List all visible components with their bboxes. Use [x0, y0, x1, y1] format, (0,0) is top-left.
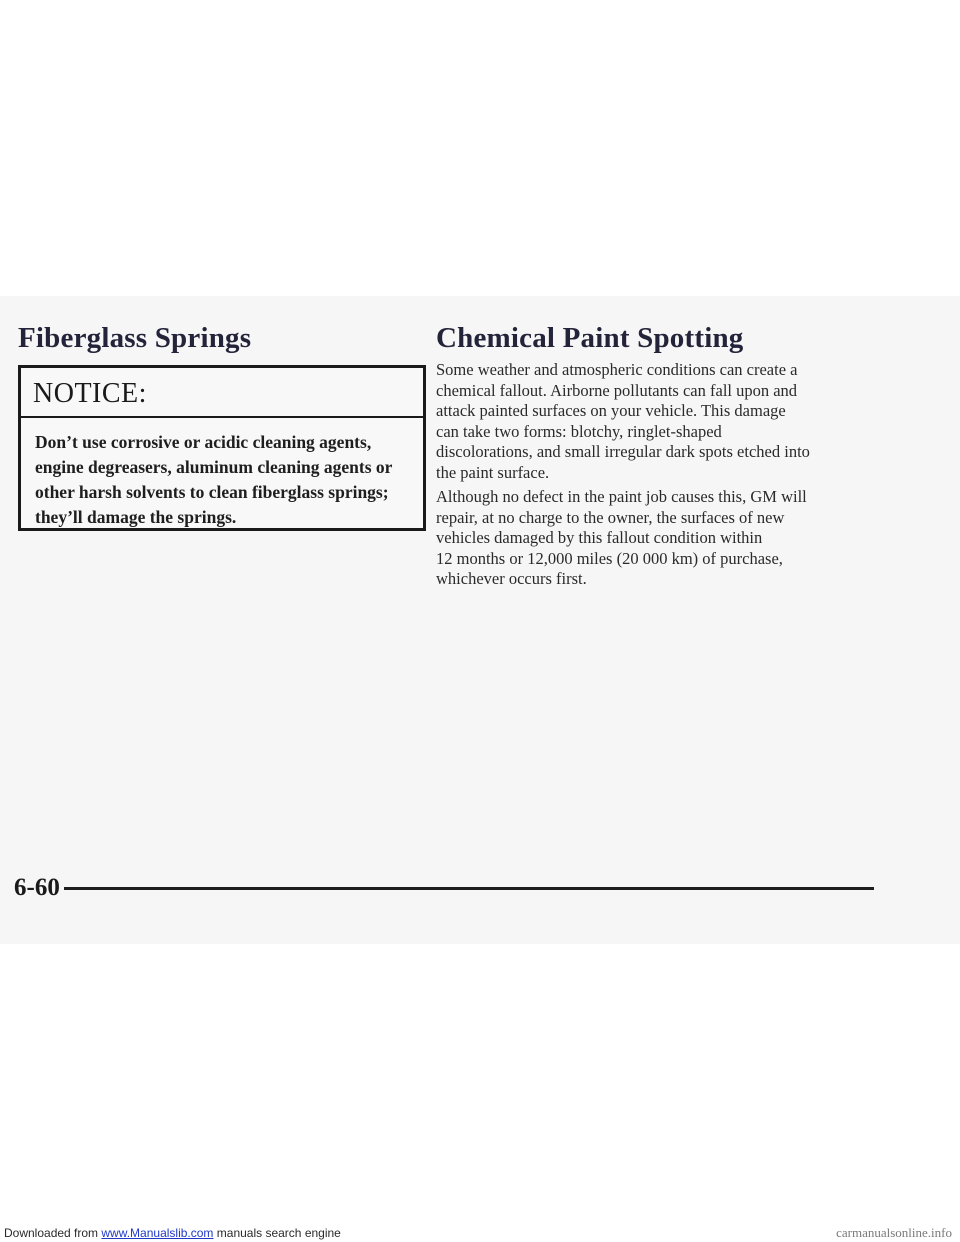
page-number: 6-60: [14, 874, 60, 901]
notice-line: they’ll damage the springs.: [35, 507, 237, 527]
paragraph-line: the paint surface.: [436, 462, 550, 482]
paragraph-line: attack painted surfaces on your vehicle. This damage: [436, 401, 786, 420]
section-heading-chemical-paint-spotting: Chemical Paint Spotting: [436, 322, 744, 354]
attribution-prefix: Downloaded from: [4, 1226, 102, 1240]
notice-box: [18, 365, 426, 531]
paragraph-line: Although no defect in the paint job causes this, GM will: [436, 487, 807, 506]
section-heading-fiberglass-springs: Fiberglass Springs: [18, 322, 252, 354]
attribution-suffix: manuals search engine: [213, 1226, 341, 1240]
notice-text: [21, 418, 423, 530]
notice-line: other harsh solvents to clean fiberglass springs;: [35, 482, 389, 502]
paragraph-line: whichever occurs first.: [436, 569, 587, 588]
notice-line: engine degreasers, aluminum cleaning agents or: [35, 457, 393, 477]
paragraph-gm-repair: [436, 487, 906, 590]
paragraph-atmospheric-conditions: [436, 360, 906, 483]
paragraph-line: Some weather and atmospheric conditions can create a: [436, 360, 798, 379]
manualslib-link[interactable]: www.Manualslib.com: [101, 1226, 214, 1240]
paragraph-line: chemical fallout. Airborne pollutants can fall upon and: [436, 380, 798, 400]
download-footer: [0, 1225, 960, 1242]
download-attribution: [4, 1226, 341, 1240]
paragraph-line: 12 months or 12,000 miles (20 000 km) of purchase,: [436, 548, 783, 568]
notice-title: NOTICE:: [21, 368, 423, 418]
paragraph-line: repair, at no charge to the owner, the surfaces of new: [436, 507, 785, 527]
footer-rule: [64, 887, 874, 890]
notice-line: Don’t use corrosive or acidic cleaning agents,: [35, 432, 372, 452]
watermark: carmanualsonline.info: [836, 1225, 952, 1240]
paragraph-line: can take two forms: blotchy, ringlet-shaped: [436, 421, 722, 441]
paragraph-line: discolorations, and small irregular dark spots etched into: [436, 442, 810, 461]
paragraph-line: vehicles damaged by this fallout condition within: [436, 528, 763, 547]
